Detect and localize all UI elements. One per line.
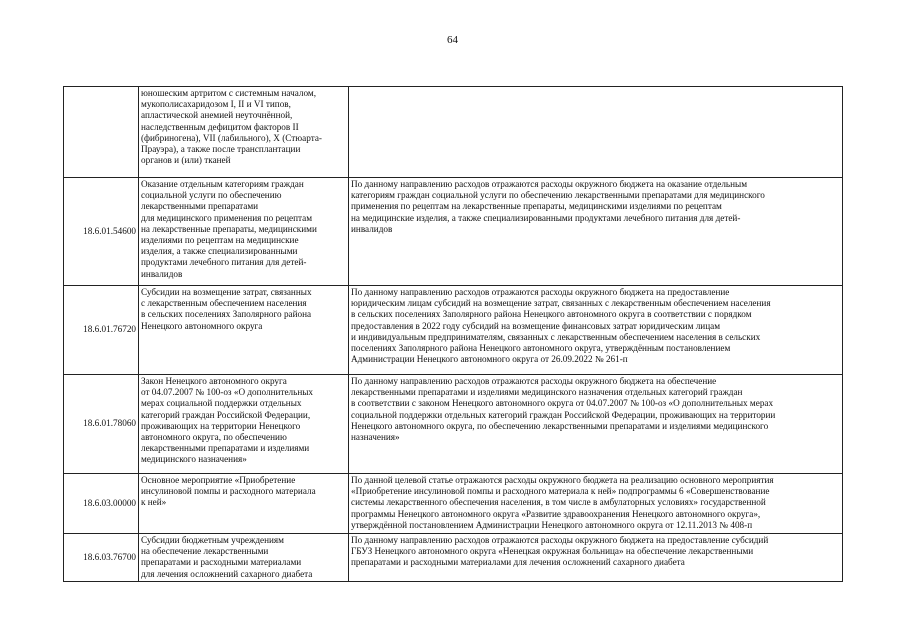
row-code	[64, 87, 139, 178]
row-name: Субсидии на возмещение затрат, связанных с лекарственным обеспечением населения в сельских поселениях Заполярного района Ненецкого автономного округа	[139, 286, 349, 375]
row-name: Закон Ненецкого автономного округа от 04.07.2007 № 100-оз «О дополнительных мерах социальной поддержки отдельных категорий граждан Российской Федерации, проживающих на территории Ненецкого автономного округа, по обеспечению лекарственными препаратами и изделиями медицинского назначения»	[139, 375, 349, 474]
row-name: Оказание отдельным категориям граждан социальной услуги по обеспечению лекарственными препаратами для медицинского применения по рецептам на лекарственные препараты, медицинскими изделиями по рецептам на медицинские изделия, а также специализированными продуктами лечебного питания для детей- инвалидов	[139, 178, 349, 286]
row-description: По данному направлению расходов отражаются расходы окружного бюджета на предоставление субсидий ГБУЗ Ненецкого автономного округа «Ненецкая окружная больница» на обеспечение лекарственными препаратами и расходными материалами для лечения осложнений сахарного диабета	[349, 534, 843, 582]
row-name: Субсидии бюджетным учреждениям на обеспечение лекарственными препаратами и расходными материалами для лечения осложнений сахарного диабета	[139, 534, 349, 582]
page-number: 64	[447, 34, 458, 46]
row-code: 18.6.01.76720	[64, 286, 139, 375]
row-name: Основное мероприятие «Приобретение инсулиновой помпы и расходного материала к ней»	[139, 474, 349, 534]
row-code: 18.6.03.76700	[64, 534, 139, 582]
budget-classification-table	[63, 86, 843, 582]
table-row	[64, 87, 843, 178]
row-name: юношеским артритом с системным началом, мукополисахаридозом I, II и VI типов, апластической анемией неуточнённой, наследственным дефицитом факторов II (фибриногена), VII (лабильного), X (Стюарта- Прауэра), а также после трансплантации органов и (или) тканей	[139, 87, 349, 178]
table-row	[64, 534, 843, 582]
row-code: 18.6.03.00000	[64, 474, 139, 534]
table-row	[64, 286, 843, 375]
table-row	[64, 375, 843, 474]
row-description: По данному направлению расходов отражаются расходы окружного бюджета на обеспечение лекарственными препаратами и изделиями медицинского назначения отдельных категорий граждан в соответствии с законом Ненецкого автономного округа от 04.07.2007 № 100-оз «О дополнительных мерах социальной поддержки отдельных категорий граждан Российской Федерации, проживающих на территории Ненецкого автономного округа, по обеспечению лекарственными препаратами и изделиями медицинского назначения»	[349, 375, 843, 474]
row-code: 18.6.01.54600	[64, 178, 139, 286]
row-description: По данному направлению расходов отражаются расходы окружного бюджета на предоставление юридическим лицам субсидий на возмещение затрат, связанных с лекарственным обеспечением населения в сельских поселениях Заполярного района Ненецкого автономного округа в соответствии с порядком предоставления в 2022 году субсидий на возмещение финансовых затрат юридическим лицам и индивидуальным предпринимателям, связанных с лекарственным обеспечением населения в сельских поселениях Заполярного района Ненецкого автономного округа, утверждённым постановлением Администрации Ненецкого автономного округа от 26.09.2022 № 261-п	[349, 286, 843, 375]
table-row	[64, 474, 843, 534]
row-description: По данной целевой статье отражаются расходы окружного бюджета на реализацию основного мероприятия «Приобретение инсулиновой помпы и расходного материала к ней» подпрограммы 6 «Совершенствование системы лекарственного обеспечения населения, в том числе в амбулаторных условиях» государственной программы Ненецкого автономного округа «Развитие здравоохранения Ненецкого автономного округа», утверждённой постановлением Администрации Ненецкого автономного округа от 12.11.2013 № 408-п	[349, 474, 843, 534]
table-row	[64, 178, 843, 286]
row-code: 18.6.01.78060	[64, 375, 139, 474]
row-description: По данному направлению расходов отражаются расходы окружного бюджета на оказание отдельным категориям граждан социальной услуги по обеспечению лекарственными препаратами для медицинского применения по рецептам на лекарственные препараты, медицинскими изделиями по рецептам на медицинские изделия, а также специализированными продуктами лечебного питания для детей- инвалидов	[349, 178, 843, 286]
row-description	[349, 87, 843, 178]
